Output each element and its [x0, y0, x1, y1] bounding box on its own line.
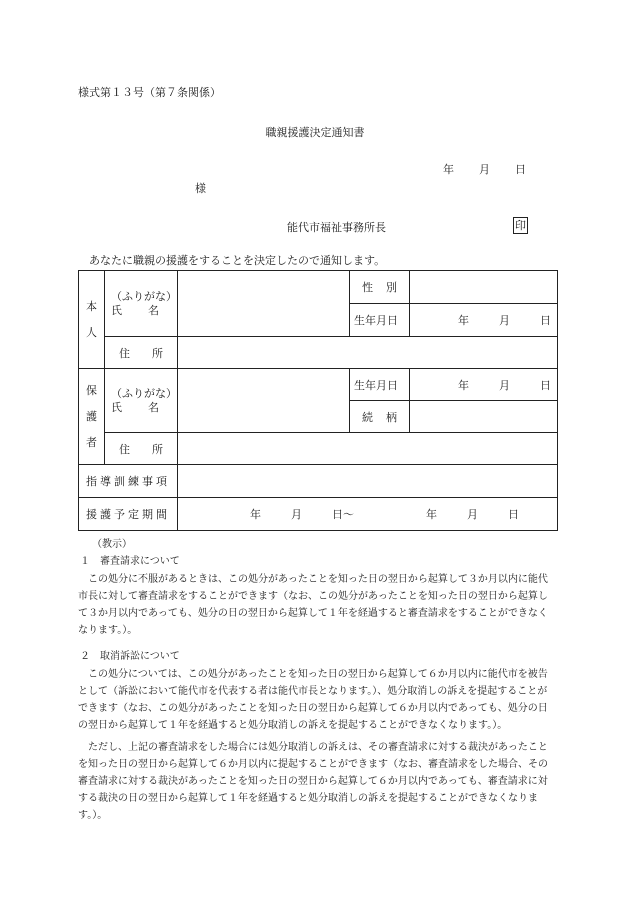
person-sex-field[interactable]	[410, 271, 558, 304]
recipient-suffix: 様	[195, 182, 206, 195]
date-year: 年	[443, 163, 454, 176]
notice-section1-title: １ 審査請求について	[80, 556, 180, 567]
document-title: 職親援護決定通知書	[265, 126, 365, 139]
person-birth-field[interactable]: 年 月 日	[410, 304, 558, 337]
guardian-birth-field[interactable]: 年 月 日	[410, 369, 558, 401]
person-name-field[interactable]	[178, 271, 350, 337]
guardian-heading: 保 護 者	[79, 369, 105, 465]
guardian-address-field[interactable]	[178, 433, 558, 465]
training-field[interactable]	[178, 465, 558, 498]
period-field[interactable]: 年 月 日～ 年 月 日	[178, 498, 558, 531]
person-name-label: （ふりがな） 氏 名	[105, 271, 178, 337]
training-label: 指導訓練事項	[79, 465, 178, 498]
person-birth-label: 生年月日	[350, 304, 410, 337]
intro-text: あなたに職親の援護をすることを決定したので通知します。	[89, 254, 386, 267]
guardian-relation-field[interactable]	[410, 401, 558, 433]
notice-section1-body: この処分に不服があるときは、この処分があったことを知った日の翌日から起算して３か月以内に能代市長に対して審査請求をすることができます（なお、この処分があったことを知った日の翌日から起算して３か月以内であっても、処分の日の翌日から起算して１年を経過すると審査請求をすることができなくなります。）。	[78, 574, 548, 636]
notice-section2-title: ２ 取消訴訟について	[80, 651, 180, 662]
form-number: 様式第１３号（第７条関係）	[78, 86, 221, 99]
person-address-label: 住 所	[105, 337, 178, 369]
notice-section2-body1: この処分については、この処分があったことを知った日の翌日から起算して６か月以内に能代市を被告として（訴訟において能代市を代表する者は能代市長となります。）、処分取消しの訴えを提起することができます（なお、この処分があったことを知った日の翌日から起算して６か月以内であっても、処分の日の翌日から起算して１年を経過すると処分取消しの訴えを提起することができなくなります。）。	[78, 669, 548, 731]
guardian-relation-label: 続 柄	[350, 401, 410, 433]
guardian-name-field[interactable]	[178, 369, 350, 433]
notice-heading: （教示）	[92, 539, 132, 550]
person-sex-label: 性 別	[350, 271, 410, 304]
issuer: 能代市福祉事務所長	[287, 221, 386, 234]
person-address-field[interactable]	[178, 337, 558, 369]
date-month: 月	[479, 163, 490, 176]
seal-mark: 印	[515, 219, 526, 232]
person-heading: 本 人	[79, 271, 105, 369]
notice-section2-body2: ただし、上記の審査請求をした場合には処分取消しの訴えは、その審査請求に対する裁決があったことを知った日の翌日から起算して６か月以内に提起することができます（なお、審査請求をした場合、その審査請求に対する裁決があったことを知った日の翌日から起算して６か月以内であっても、審査請求に対する裁決の日の翌日から起算して１年を経過すると処分取消しの訴えを提起することができなくなります。）。	[78, 742, 548, 821]
guardian-birth-label: 生年月日	[350, 369, 410, 401]
guardian-name-label: （ふりがな） 氏 名	[105, 369, 178, 433]
date-day: 日	[515, 163, 526, 176]
period-label: 援護予定期間	[79, 498, 178, 531]
guardian-address-label: 住 所	[105, 433, 178, 465]
form-table	[78, 270, 558, 531]
